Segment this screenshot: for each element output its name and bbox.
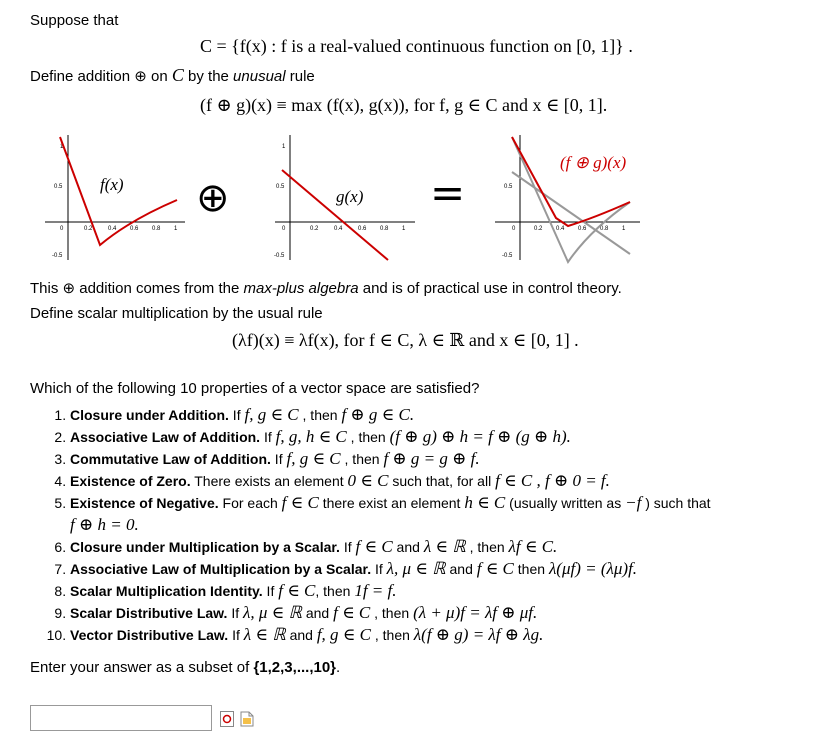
graph-f-tick-06: 0.6 xyxy=(130,226,139,232)
property-item: 6. Closure under Multiplication by a Scalar. If f ∈ C and λ ∈ ℝ , then λf ∈ C. xyxy=(70,536,831,558)
help-document-icon[interactable] xyxy=(240,711,254,727)
define-addition-post: rule xyxy=(285,68,315,85)
property-item: 10. Vector Distributive Law. If λ ∈ ℝ and f, g ∈ C , then λ(f ⊕ g) = λf ⊕ λg. xyxy=(70,624,831,646)
define-addition-unusual: unusual xyxy=(233,68,286,85)
define-addition-mid: by the xyxy=(183,68,234,85)
property-item: 4. Existence of Zero. There exists an element 0 ∈ C such that, for all f ∈ C , f ⊕ 0 = f. xyxy=(70,470,831,492)
graph-g-curve xyxy=(282,170,388,260)
graph-g-tick-0: 0 xyxy=(282,226,286,232)
graph-f-tick-04: 0.4 xyxy=(108,226,117,232)
maxplus-pre: This ⊕ addition comes from the xyxy=(30,280,244,297)
graph-f-tick-1: 1 xyxy=(60,144,64,150)
property-item: 8. Scalar Multiplication Identity. If f ∈ C, then 1f = f. xyxy=(70,580,831,602)
graph-sum-tick-m05: -0.5 xyxy=(502,253,513,259)
graph-g-tick-06: 0.6 xyxy=(358,226,367,232)
answer-prompt-pre: Enter your answer as a subset of xyxy=(30,659,254,676)
intro-text: Suppose that xyxy=(30,12,119,29)
graph-sum-tick-02: 0.2 xyxy=(534,226,543,232)
graph-sum-tick-05: 0.5 xyxy=(504,184,513,190)
graph-sum xyxy=(490,130,670,265)
graph-g-tick-x1: 1 xyxy=(402,226,406,232)
graph-g-tick-05: 0.5 xyxy=(276,184,285,190)
maxplus-post: and is of practical use in control theory. xyxy=(358,280,622,297)
graph-sum-gray-g xyxy=(512,172,630,254)
maxplus-em: max-plus algebra xyxy=(243,280,359,297)
define-scalar: Define scalar multiplication by the usual rule xyxy=(30,305,323,322)
equals-symbol: = xyxy=(430,168,466,217)
graph-g-tick-04: 0.4 xyxy=(334,226,343,232)
oplus-symbol: ⊕ xyxy=(196,175,230,221)
define-addition-c: C xyxy=(171,65,184,85)
maxplus-note xyxy=(30,279,622,297)
graph-g-tick-02: 0.2 xyxy=(310,226,319,232)
graph-sum-tick-0: 0 xyxy=(512,226,516,232)
addition-rule: (f ⊕ g)(x) ≡ max (f(x), g(x)), for f, g ∈ C and x ∈ [0, 1]. xyxy=(200,95,608,115)
graph-g-tick-m05: -0.5 xyxy=(274,253,285,259)
graph-f-tick-m05: -0.5 xyxy=(52,253,63,259)
graph-sum-label: (f ⊕ g)(x) xyxy=(560,153,627,172)
graph-g-label: g(x) xyxy=(336,187,364,206)
preview-icon[interactable] xyxy=(220,711,234,727)
property-item: 9. Scalar Distributive Law. If λ, μ ∈ ℝ and f ∈ C , then (λ + μ)f = λf ⊕ μf. xyxy=(70,602,831,624)
graph-f-tick-02: 0.2 xyxy=(84,226,93,232)
graph-sum-tick-06: 0.6 xyxy=(578,226,587,232)
property-item: 3. Commutative Law of Addition. If f, g ∈ C , then f ⊕ g = g ⊕ f. xyxy=(70,448,831,470)
graph-sum-tick-08: 0.8 xyxy=(600,226,609,232)
property-item: 5. Existence of Negative. For each f ∈ C there exist an element h ∈ C (usually written as −f ) such that f ⊕ h = 0. xyxy=(70,492,831,536)
define-addition-pre: Define addition ⊕ on xyxy=(30,68,172,85)
answer-prompt-set: {1,2,3,...,10} xyxy=(253,659,337,676)
graph-f-tick-x1: 1 xyxy=(174,226,178,232)
graph-f xyxy=(40,130,190,265)
graph-f-tick-08: 0.8 xyxy=(152,226,161,232)
scalar-rule: (λf)(x) ≡ λf(x), for f ∈ C, λ ∈ ℝ and x ∈ [0, 1] . xyxy=(232,330,579,350)
graph-f-tick-05: 0.5 xyxy=(54,184,63,190)
property-item: 7. Associative Law of Multiplication by a Scalar. If λ, μ ∈ ℝ and f ∈ C then λ(μf) = (λμ)f. xyxy=(70,558,831,580)
graph-f-label: f(x) xyxy=(100,175,124,194)
property-item: 2. Associative Law of Addition. If f, g, h ∈ C , then (f ⊕ g) ⊕ h = f ⊕ (g ⊕ h). xyxy=(70,426,831,448)
graph-f-tick-0: 0 xyxy=(60,226,64,232)
graph-sum-tick-04: 0.4 xyxy=(556,226,565,232)
define-addition xyxy=(30,65,315,86)
graph-sum-tick-x1: 1 xyxy=(622,226,626,232)
properties-list xyxy=(40,404,831,646)
set-definition: C = {f(x) : f is a real-valued continuous function on [0, 1]} . xyxy=(200,36,633,56)
answer-prompt-post: . xyxy=(336,659,341,676)
answer-input[interactable] xyxy=(30,705,212,731)
graph-g-tick-1: 1 xyxy=(282,144,286,150)
property-item: 1. Closure under Addition. If f, g ∈ C , then f ⊕ g ∈ C. xyxy=(70,404,831,426)
answer-prompt xyxy=(30,659,340,676)
graph-g-tick-08: 0.8 xyxy=(380,226,389,232)
graph-g xyxy=(270,130,420,265)
question-text: Which of the following 10 properties of a vector space are satisfied? xyxy=(30,380,480,397)
